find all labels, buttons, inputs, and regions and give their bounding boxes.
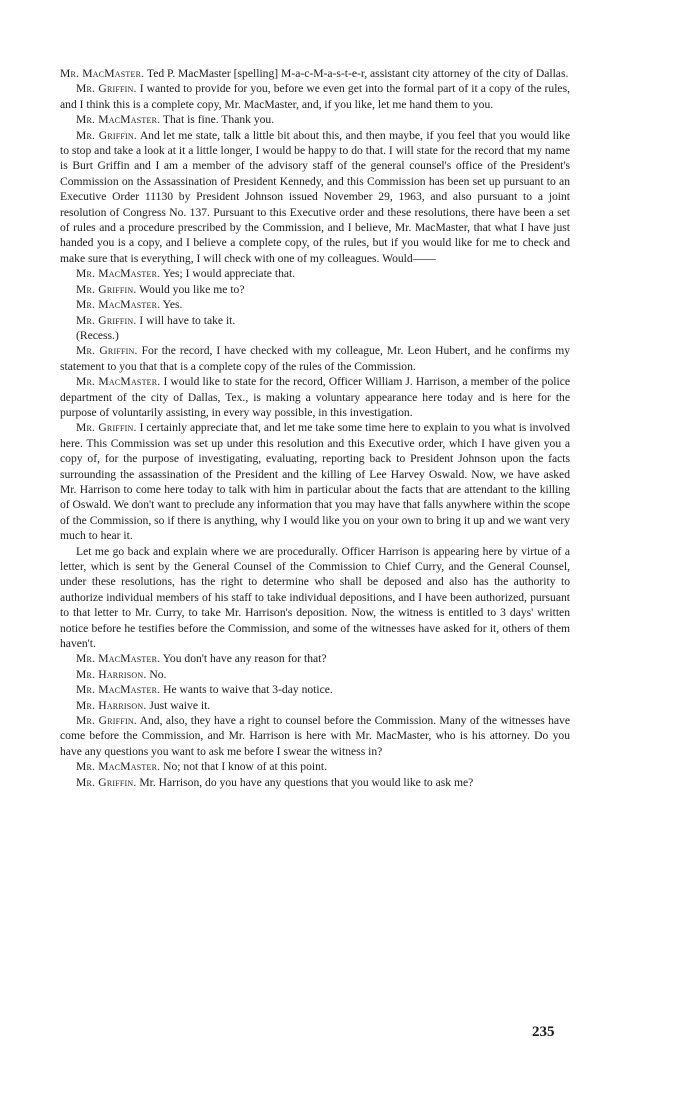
paragraph xyxy=(60,282,570,297)
paragraph xyxy=(60,759,570,774)
paragraph-text: And let me state, talk a little bit about this, and then maybe, if you feel that you would like to stop and take a look at it a little longer, I would be happy to do that. I will state for the record that my name is Burt Griffin and I am a member of the advisory staff of the general counsel's office of the President's Commission on the Assassination of President Kennedy, and this Commission has been set up pursuant to an Executive Order 11130 by President Johnson issued November 29, 1963, and also pursuant to a joint resolution of Congress No. 137. Pursuant to this Executive order and these resolutions, there have been a set of rules and a procedure prescribed by the Commission, and I believe, Mr. MacMaster, that what I have just handed you is a copy, and I believe a complete copy, of the rules, but if you would like for me to check and make sure that is everything, I will check with one of my colleagues. Would—— xyxy=(60,128,571,265)
paragraph xyxy=(60,713,570,759)
paragraph-text: Let me go back and explain where we are procedurally. Officer Harrison is appearing here by virtue of a letter, which is sent by the General Counsel of the Commission to Chief Curry, and the General Counsel, under these resolutions, has the right to determine who shall be deposed and also has the authority to authorize individual members of his staff to take individual depositions, and I have been authorized, pursuant to that letter to Mr. Curry, to take Mr. Harrison's deposition. Now, the witness is entitled to 3 days' written notice before he testifies before the Commission, and some of the witnesses have asked for it, others of them haven't. xyxy=(60,544,570,651)
paragraph-text: I wanted to provide for you, before we even get into the formal part of it a copy of the rules, and I think this is a complete copy, Mr. MacMaster, and, if you like, let me hand them to you. xyxy=(60,82,570,111)
paragraph-text: I certainly appreciate that, and let me take some time here to explain to you what is involved here. This Commission was set up under this resolution and this Executive order, which I have given you a copy of, for the purpose of investigating, evaluating, reporting back to President Johnson upon the facts surrounding the assassination of the President and the killing of Lee Harvey Oswald. Now, we have asked Mr. Harrison to come here today to talk with him in particular about the facts that are attendant to the killing of Oswald. We don't want to preclude any information that you may have that falls anywhere within the scope of the Commission, so if there is anything, why I would like you on your own to bring it up and we want very much to hear it. xyxy=(60,421,571,543)
speaker-label: Mr. Griffin. xyxy=(76,714,137,728)
paragraph xyxy=(60,66,570,81)
paragraph-text: I would like to state for the record, Officer William J. Harrison, a member of the police department of the city of Dallas, Tex., is making a voluntary appearance here today and is here for the purpose of voluntarily assisting, in every way possible, in this investigation. xyxy=(60,375,570,419)
paragraph xyxy=(60,682,570,697)
paragraph-text: Just waive it. xyxy=(149,698,211,712)
paragraph xyxy=(60,544,570,652)
speaker-label: Mr. Harrison. xyxy=(76,667,147,681)
transcript-page xyxy=(60,66,570,790)
speaker-label: Mr. MacMaster. xyxy=(76,760,161,774)
paragraph-text: Would you like me to? xyxy=(139,282,245,296)
speaker-label: Mr. MacMaster. xyxy=(76,652,161,666)
paragraph-text: I will have to take it. xyxy=(139,313,236,327)
speaker-label: Mr. Griffin. xyxy=(76,282,137,296)
speaker-label: Mr. MacMaster. xyxy=(76,375,161,389)
paragraph xyxy=(60,775,570,790)
speaker-label: Mr. Griffin. xyxy=(76,82,137,96)
speaker-label: Mr. MacMaster. xyxy=(76,683,161,697)
paragraph-text: And, also, they have a right to counsel before the Commission. Many of the witnesses have come before the Commission, and Mr. Harrison is here with Mr. MacMaster, who is his attorney. Do you have any questions you want to ask me before I swear the witness in? xyxy=(60,714,570,758)
paragraph xyxy=(60,81,570,112)
speaker-label: Mr. Griffin. xyxy=(76,128,137,142)
speaker-label: Mr. MacMaster. xyxy=(76,113,161,127)
paragraph-text: (Recess.) xyxy=(76,328,119,342)
speaker-label: Mr. Griffin. xyxy=(76,421,137,435)
paragraph-text: You don't have any reason for that? xyxy=(162,652,327,666)
speaker-label: Mr. MacMaster. xyxy=(60,67,145,80)
paragraph-text: No. xyxy=(149,667,167,681)
paragraph xyxy=(60,313,570,328)
paragraph-text: That is fine. Thank you. xyxy=(162,113,275,127)
paragraph-text: Mr. Harrison, do you have any questions that you would like to ask me? xyxy=(139,775,474,789)
paragraph xyxy=(60,667,570,682)
paragraph-text: Ted P. MacMaster [spelling] M-a-c-M-a-s-t-e-r, assistant city attorney of the city of Dallas. xyxy=(146,67,569,80)
speaker-label: Mr. MacMaster. xyxy=(76,298,161,312)
speaker-label: Mr. Griffin. xyxy=(76,344,138,358)
paragraph-text: Yes; I would appreciate that. xyxy=(162,267,296,281)
paragraph-text: He wants to waive that 3-day notice. xyxy=(163,683,333,697)
paragraph-text: For the record, I have checked with my colleague, Mr. Leon Hubert, and he confirms my statement to you that that is a complete copy of the rules of the Commission. xyxy=(60,344,571,373)
speaker-label: Mr. MacMaster. xyxy=(76,267,161,281)
paragraph xyxy=(60,128,570,267)
paragraph xyxy=(60,651,570,666)
speaker-label: Mr. Griffin. xyxy=(76,775,137,789)
paragraph xyxy=(60,297,570,312)
paragraph xyxy=(60,420,570,543)
paragraph-text: No; not that I know of at this point. xyxy=(163,760,328,774)
paragraph xyxy=(60,112,570,127)
paragraph xyxy=(60,374,570,420)
paragraph xyxy=(60,328,570,343)
page-number: 235 xyxy=(532,1024,555,1040)
paragraph xyxy=(60,698,570,713)
paragraph-text: Yes. xyxy=(162,298,183,312)
speaker-label: Mr. Harrison. xyxy=(76,698,147,712)
paragraph xyxy=(60,343,570,374)
speaker-label: Mr. Griffin. xyxy=(76,313,137,327)
paragraph xyxy=(60,266,570,281)
